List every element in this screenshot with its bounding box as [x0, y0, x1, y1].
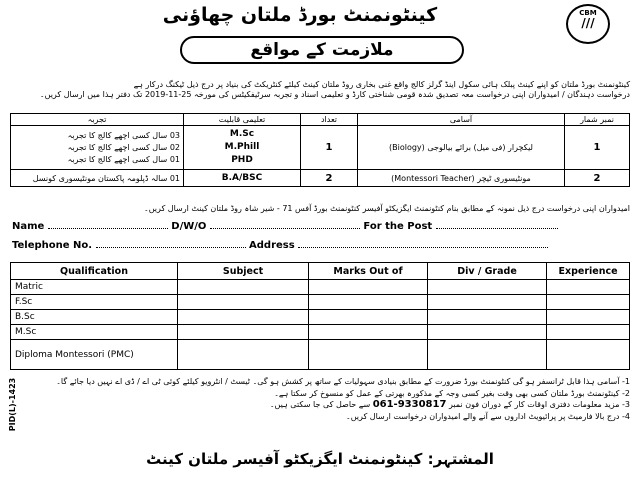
- posts-table: [10, 113, 630, 187]
- qual-row-diploma: Diploma Montessori (PMC): [11, 340, 178, 370]
- address-line: [298, 238, 548, 248]
- row2-post: مونٹیسوری ٹیچر (Montessori Teacher): [358, 170, 565, 187]
- cbm-logo: [566, 4, 610, 44]
- row2-experience: 01 سالہ ڈپلومہ پاکستان مونٹیسوری کونسل: [11, 170, 184, 187]
- qual-header-row: [11, 263, 630, 280]
- logo-mark: ///: [581, 16, 595, 30]
- row2-qualification: B.A/BSC: [184, 170, 301, 187]
- dwo-label: D/W/O: [171, 221, 207, 232]
- dwo-line: [210, 219, 360, 229]
- page-subtitle: ملازمت کے مواقع: [180, 36, 464, 64]
- intro-text: [10, 80, 630, 100]
- notes-list: [20, 376, 630, 422]
- logo-text: CBM: [579, 9, 597, 17]
- exp-2yr: 02 سال کسی اچھے کالج کا تجربہ: [67, 142, 180, 152]
- form-row-name: [12, 219, 628, 232]
- col-post: آسامی: [358, 114, 565, 126]
- post-label: For the Post: [363, 221, 433, 232]
- qualification-table: [10, 262, 630, 370]
- qual-mphil: M.Phill: [224, 142, 260, 152]
- note-3-text: 3- مزید معلومات دفتری اوقات کار کے دوران فون نمبر: [448, 400, 630, 409]
- address-label: Address: [249, 240, 295, 251]
- intro-line-2: درخواست دہندگان / امیدواران اپنی درخواست معہ تصدیق شدہ قومی شناختی کارڈ و تعلیمی اسناد و تجربہ سرٹیفکیٹس کی مورخہ 25-11-2019 تک دفتر ہذا میں ارسال کریں۔: [39, 90, 630, 99]
- qual-row-msc: M.Sc: [11, 325, 178, 340]
- contact-phone: 061-9330817: [372, 399, 447, 410]
- row1-count: 1: [301, 126, 358, 170]
- posts-header-row: [11, 114, 630, 126]
- instruction-text: امیدواران اپنی درخواست درج ذیل نمونہ کے مطابق بنام کنٹونمنٹ ایگزیکٹو آفیسر کنٹونمنٹ بورڈ آفس 71 - شیر شاہ روڈ ملتان کینٹ ارسال کریں۔: [144, 204, 630, 213]
- qual-col-grade: Div / Grade: [428, 263, 547, 280]
- qual-row-bsc: B.Sc: [11, 310, 178, 325]
- exp-3yr: 03 سال کسی اچھے کالج کا تجربہ: [67, 130, 180, 140]
- qual-msc: M.Sc: [229, 129, 255, 139]
- col-serial: نمبر شمار: [565, 114, 630, 126]
- form-row-phone: [12, 238, 628, 251]
- footer-advertiser: المشتہر: کینٹونمنٹ ایگزیکٹو آفیسر ملتان کینٹ: [146, 450, 494, 468]
- qual-row-matric: Matric: [11, 280, 178, 295]
- qual-col-experience: Experience: [547, 263, 630, 280]
- row1-post: لیکچرار (فی میل) برائے بیالوجی (Biology): [358, 126, 565, 170]
- row1-qualification: [184, 126, 301, 170]
- table-row: [11, 170, 630, 187]
- qual-row-fsc: F.Sc: [11, 295, 178, 310]
- phone-line: [96, 238, 246, 248]
- col-count: تعداد: [301, 114, 358, 126]
- pid-code: PID(L)-1423: [8, 377, 18, 432]
- intro-line-1: کینٹونمنٹ بورڈ ملتان کو اپنے کینٹ پبلک ہائی سکول اینڈ گرلز کالج واقع غنی بخاری روڈ ملتان کینٹ کیلئے کنٹریکٹ کی بنیاد پر درج ذیل ٹیکنگ درکار ہے: [133, 80, 630, 89]
- table-row: [11, 280, 630, 295]
- table-row: [11, 325, 630, 340]
- name-label: Name: [12, 221, 45, 232]
- row1-no: 1: [565, 126, 630, 170]
- phone-label: Telephone No.: [12, 240, 93, 251]
- qual-col-subject: Subject: [178, 263, 309, 280]
- qual-phd: PHD: [231, 155, 253, 165]
- col-qualification: تعلیمی قابلیت: [184, 114, 301, 126]
- note-3-tail: سے حاصل کی جا سکتی ہیں۔: [269, 400, 371, 409]
- note-3: [20, 399, 630, 411]
- qual-col-qualification: Qualification: [11, 263, 178, 280]
- qual-col-marks: Marks Out of: [309, 263, 428, 280]
- note-2: 2- کینٹونمنٹ بورڈ ملتان کسی بھی وقت بغیر کسی وجہ کے مذکورہ بھرتی کے عمل کو منسوخ کر سکتا ہے۔: [274, 388, 630, 398]
- name-line: [48, 219, 168, 229]
- exp-1yr: 01 سال کسی اچھے کالج کا تجربہ: [67, 154, 180, 164]
- table-row: [11, 340, 630, 370]
- row2-count: 2: [301, 170, 358, 187]
- post-line: [436, 219, 558, 229]
- note-1: 1- آسامی ہذا قابل ٹرانسفر ہو گی کنٹونمنٹ بورڈ ضرورت کے مطابق بنیادی سہولیات کے ساتھ پر کشش ہو گی۔ ٹیسٹ / انٹرویو کیلئے کوئی ٹی اے / ڈی اے نہیں دیا جائے گا۔: [56, 377, 630, 386]
- page-title: کینٹونمنٹ بورڈ ملتان چھاؤنی: [162, 4, 438, 26]
- row1-experience: [11, 126, 184, 170]
- table-row: [11, 310, 630, 325]
- table-row: [11, 295, 630, 310]
- note-4: 4- درج بالا فارمیٹ پر پرائیویٹ اداروں سے آنے والے امیدواران درخواست ارسال کریں۔: [346, 411, 630, 421]
- row2-no: 2: [565, 170, 630, 187]
- table-row: [11, 126, 630, 170]
- col-experience: تجربہ: [11, 114, 184, 126]
